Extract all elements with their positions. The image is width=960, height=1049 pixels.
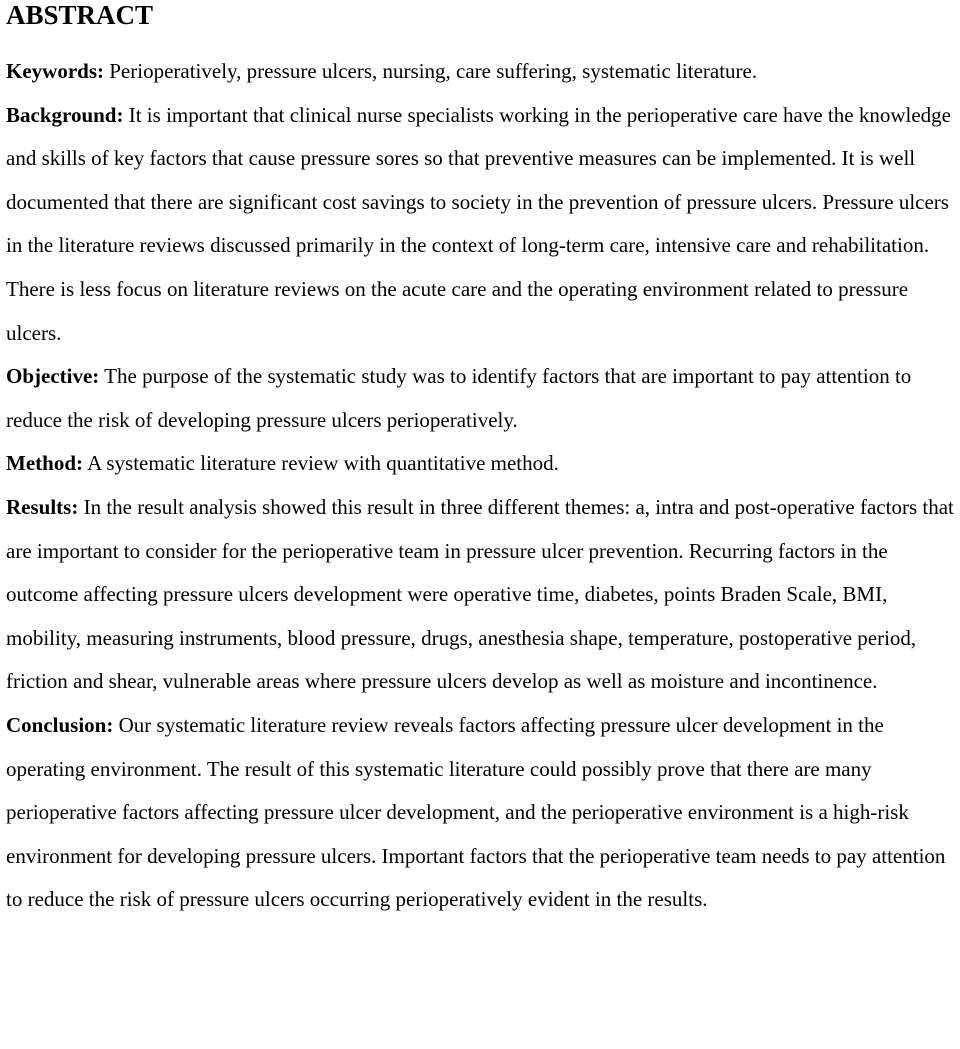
results-text: In the result analysis showed this result in three different themes: a, intra and post-operative factors that are important to consider for the perioperative team in pressure ulcer prevention. Recurring factors in the outcome affecting pressure ulcers development were operative time, diabetes, points Braden Scale, BMI, mobility, measuring instruments, blood pressure, drugs, anesthesia shape, temperature, postoperative period, friction and shear, vulnerable areas where pressure ulcers develop as well as moisture and incontinence.: [6, 494, 954, 694]
background-text: It is important that clinical nurse specialists working in the perioperative care have the knowledge and skills of key factors that cause pressure sores so that preventive measures can be implemented. It is well documented that there are significant cost savings to society in the prevention of pressure ulcers. Pressure ulcers in the literature reviews discussed primarily in the context of long-term care, intensive care and rehabilitation. There is less focus on literature reviews on the acute care and the operating environment related to pressure ulcers.: [6, 102, 951, 345]
objective-label: Objective:: [6, 364, 100, 389]
method-label: Method:: [6, 451, 83, 476]
abstract-heading: ABSTRACT: [6, 0, 154, 30]
objective-text: The purpose of the systematic study was to identify factors that are important to pay attention to reduce the risk of developing pressure ulcers perioperatively.: [6, 364, 912, 432]
keywords-text: Perioperatively, pressure ulcers, nursing, care suffering, systematic literature.: [104, 59, 758, 83]
conclusion-paragraph: [6, 704, 958, 922]
background-paragraph: [6, 94, 958, 356]
conclusion-label: Conclusion:: [6, 712, 114, 737]
objective-paragraph: [6, 355, 958, 442]
conclusion-text: Our systematic literature review reveals factors affecting pressure ulcer development in the operating environment. The result of this systematic literature could possibly prove that there are many perioperative factors affecting pressure ulcer development, and the perioperative environment is a high-risk environment for developing pressure ulcers. Important factors that the perioperative team needs to pay attention to reduce the risk of pressure ulcers occurring perioperatively evident in the results.: [6, 712, 946, 912]
keywords-paragraph: [6, 50, 958, 94]
abstract-body: [6, 50, 958, 922]
method-text: A systematic literature review with quantitative method.: [83, 451, 559, 476]
results-label: Results:: [6, 494, 79, 519]
results-paragraph: [6, 486, 958, 704]
keywords-label: Keywords:: [6, 59, 104, 83]
background-label: Background:: [6, 102, 124, 127]
method-paragraph: [6, 442, 958, 486]
abstract-page: [6, 0, 958, 922]
